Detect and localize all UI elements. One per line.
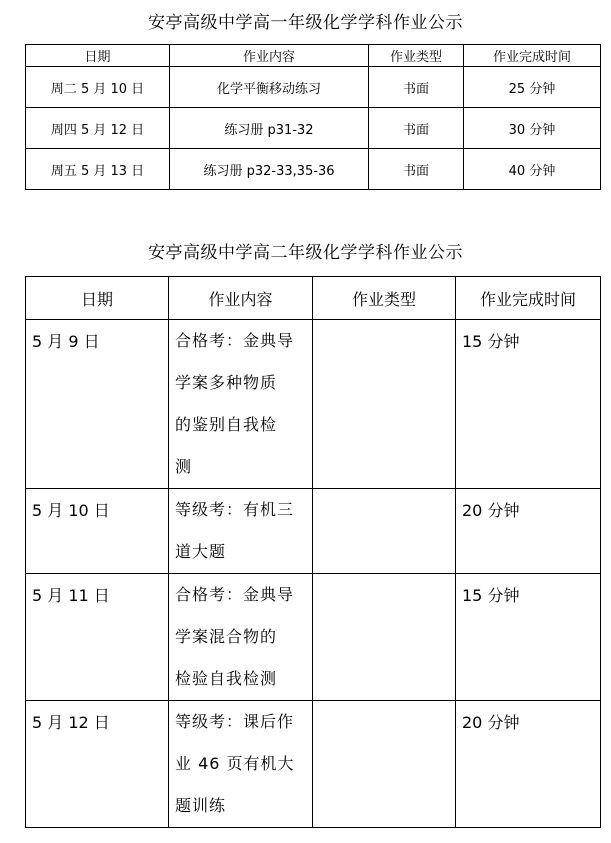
cell-content: 练习册 p31-32 (170, 108, 369, 149)
cell-type (313, 489, 456, 574)
content-line: 道大题 (175, 542, 227, 561)
header-content: 作业内容 (170, 45, 369, 67)
cell-content: 练习册 p32-33,35-36 (170, 149, 369, 190)
content-line: 测 (175, 457, 193, 476)
content-line: 的鉴别自我检 (175, 415, 278, 434)
cell-content: 化学平衡移动练习 (170, 67, 369, 108)
grade1-title: 安亭高级中学高一年级化学学科作业公示 (148, 13, 463, 33)
table-header-row (26, 277, 601, 320)
header-date: 日期 (26, 45, 170, 67)
header-type: 作业类型 (369, 45, 464, 67)
cell-time: 15 分钟 (456, 574, 601, 701)
cell-type: 书面 (369, 149, 464, 190)
content-line: 合格考：金典导 (175, 585, 295, 604)
content-line: 合格考：金典导 (175, 331, 295, 350)
header-time: 作业完成时间 (464, 45, 601, 67)
cell-type (313, 701, 456, 828)
cell-type (313, 574, 456, 701)
content-line: 题训练 (175, 796, 227, 815)
cell-type: 书面 (369, 108, 464, 149)
content-line: 等级考：课后作 (175, 712, 295, 731)
table-row (26, 489, 601, 574)
cell-date: 5 月 11 日 (26, 574, 169, 701)
table-header-row (26, 45, 601, 67)
cell-time: 30 分钟 (464, 108, 601, 149)
grade1-homework-table (25, 44, 601, 190)
cell-content (169, 701, 313, 828)
header-date: 日期 (26, 277, 169, 320)
table-row (26, 67, 601, 108)
cell-time: 20 分钟 (456, 701, 601, 828)
content-line: 业 46 页有机大 (175, 754, 295, 773)
cell-content (169, 489, 313, 574)
grade2-homework-table (25, 276, 601, 828)
cell-type: 书面 (369, 67, 464, 108)
cell-content (169, 574, 313, 701)
header-type: 作业类型 (313, 277, 456, 320)
table-row (26, 149, 601, 190)
cell-type (313, 320, 456, 489)
cell-time: 25 分钟 (464, 67, 601, 108)
content-line: 学案多种物质 (175, 373, 278, 392)
cell-date: 周四 5 月 12 日 (26, 108, 170, 149)
cell-date: 5 月 12 日 (26, 701, 169, 828)
cell-content (169, 320, 313, 489)
grade2-title: 安亭高级中学高二年级化学学科作业公示 (148, 243, 463, 263)
header-time: 作业完成时间 (456, 277, 601, 320)
content-line: 等级考：有机三 (175, 500, 295, 519)
table-row (26, 108, 601, 149)
cell-date: 周五 5 月 13 日 (26, 149, 170, 190)
table-row (26, 701, 601, 828)
cell-date: 周二 5 月 10 日 (26, 67, 170, 108)
cell-time: 15 分钟 (456, 320, 601, 489)
table-row (26, 320, 601, 489)
cell-time: 40 分钟 (464, 149, 601, 190)
table-row (26, 574, 601, 701)
content-line: 检验自我检测 (175, 669, 278, 688)
header-content: 作业内容 (169, 277, 313, 320)
cell-time: 20 分钟 (456, 489, 601, 574)
cell-date: 5 月 10 日 (26, 489, 169, 574)
cell-date: 5 月 9 日 (26, 320, 169, 489)
content-line: 学案混合物的 (175, 627, 278, 646)
